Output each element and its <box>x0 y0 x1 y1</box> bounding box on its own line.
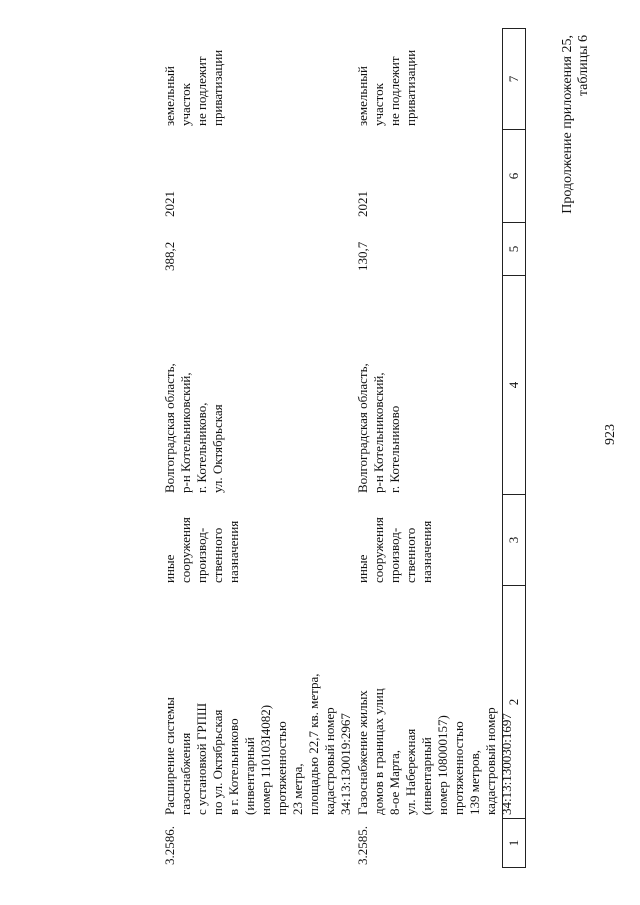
note-cell <box>355 50 419 126</box>
note-cell-line: приватизации <box>210 49 225 126</box>
note-cell <box>162 50 226 126</box>
address-cell-line: г. Котельниково <box>387 405 402 493</box>
column-header-4: 4 <box>503 276 526 495</box>
continuation-header <box>560 35 592 275</box>
object-name-cell-line: газоснабжения <box>178 732 193 815</box>
header-line-2: таблицы 6 <box>576 35 591 97</box>
object-type-cell-line: иные <box>355 554 370 583</box>
object-type-cell-line: иные <box>162 554 177 583</box>
object-type-cell <box>162 517 242 583</box>
object-name-cell-line: площадью 22,7 кв. метра, <box>306 673 321 815</box>
object-name-cell-line: с установкой ГРПШ <box>194 702 209 815</box>
address-cell-line: р-н Котельниковский, <box>178 372 193 493</box>
note-cell-line: участок <box>178 83 193 126</box>
object-name-cell-line: номер 110103I4082) <box>258 704 273 815</box>
object-type-cell-line: ственного <box>403 527 418 583</box>
object-type-cell-line: назначения <box>226 520 241 583</box>
year-cell: 2021 <box>355 191 370 217</box>
note-cell-line: земельный <box>355 66 370 126</box>
object-type-cell-line: сооружения <box>371 517 386 583</box>
column-header-3: 3 <box>503 495 526 586</box>
object-name-cell <box>162 673 354 815</box>
object-name-cell-line: ул. Набережная <box>403 728 418 815</box>
object-name-cell-line: домов в границах улиц <box>371 688 386 815</box>
row-number: 3.2586. <box>162 826 177 865</box>
column-header-1: 1 <box>503 819 526 868</box>
address-cell <box>162 363 226 493</box>
address-cell-line: р-н Котельниковский, <box>371 372 386 493</box>
object-name-cell-line: протяженностью <box>451 721 466 815</box>
object-type-cell-line: производ- <box>387 527 402 583</box>
object-name-cell-line: в г. Котельниково <box>226 718 241 815</box>
object-name-cell-line: 139 метров, <box>467 750 482 815</box>
object-name-cell-line: Газоснабжение жилых <box>355 690 370 815</box>
object-name-cell-line: (инвентарный <box>419 737 434 815</box>
year-cell: 2021 <box>162 191 177 217</box>
address-cell <box>355 363 403 493</box>
note-cell-line: не подлежит <box>194 56 209 126</box>
column-header-2: 2 <box>503 586 526 819</box>
note-cell-line: участок <box>371 83 386 126</box>
value-cell: 388,2 <box>162 241 177 271</box>
column-header-5: 5 <box>503 223 526 276</box>
object-name-cell-line: (инвентарный <box>242 737 257 815</box>
address-cell-line: г. Котельниково, <box>194 402 209 493</box>
page-number: 923 <box>603 424 618 445</box>
header-line-1: Продолжение приложения 25, <box>560 35 575 214</box>
object-type-cell-line: сооружения <box>178 517 193 583</box>
column-header-7: 7 <box>503 29 526 130</box>
value-cell: 130,7 <box>355 241 370 271</box>
address-cell-line: Волгоградская область, <box>162 363 177 493</box>
object-name-cell-line: 34:13:130019:2967 <box>338 713 353 815</box>
object-type-cell <box>355 517 435 583</box>
column-header-6: 6 <box>503 130 526 223</box>
object-type-cell-line: производ- <box>194 527 209 583</box>
object-name-cell-line: протяженностью <box>274 721 289 815</box>
object-type-cell-line: ственного <box>210 527 225 583</box>
note-cell-line: земельный <box>162 66 177 126</box>
object-name-cell-line: кадастровый номер <box>322 707 337 815</box>
object-name-cell <box>355 688 515 815</box>
object-name-cell-line: 23 метра, <box>290 763 305 815</box>
object-name-cell-line: кадастровый номер <box>483 707 498 815</box>
object-name-cell-line: 8-ое Марта, <box>387 749 402 815</box>
address-cell-line: Волгоградская область, <box>355 363 370 493</box>
object-name-cell-line: номер 108000157) <box>435 715 450 815</box>
object-name-cell-line: Расширение системы <box>162 697 177 815</box>
note-cell-line: не подлежит <box>387 56 402 126</box>
row-number: 3.2585. <box>355 826 370 865</box>
object-type-cell-line: назначения <box>419 520 434 583</box>
address-cell-line: ул. Октябрьская <box>210 404 225 493</box>
object-name-cell-line: по ул. Октябрьская <box>210 709 225 815</box>
object-name-cell-line: 34:13:130030:1697 <box>499 713 514 815</box>
note-cell-line: приватизации <box>403 49 418 126</box>
